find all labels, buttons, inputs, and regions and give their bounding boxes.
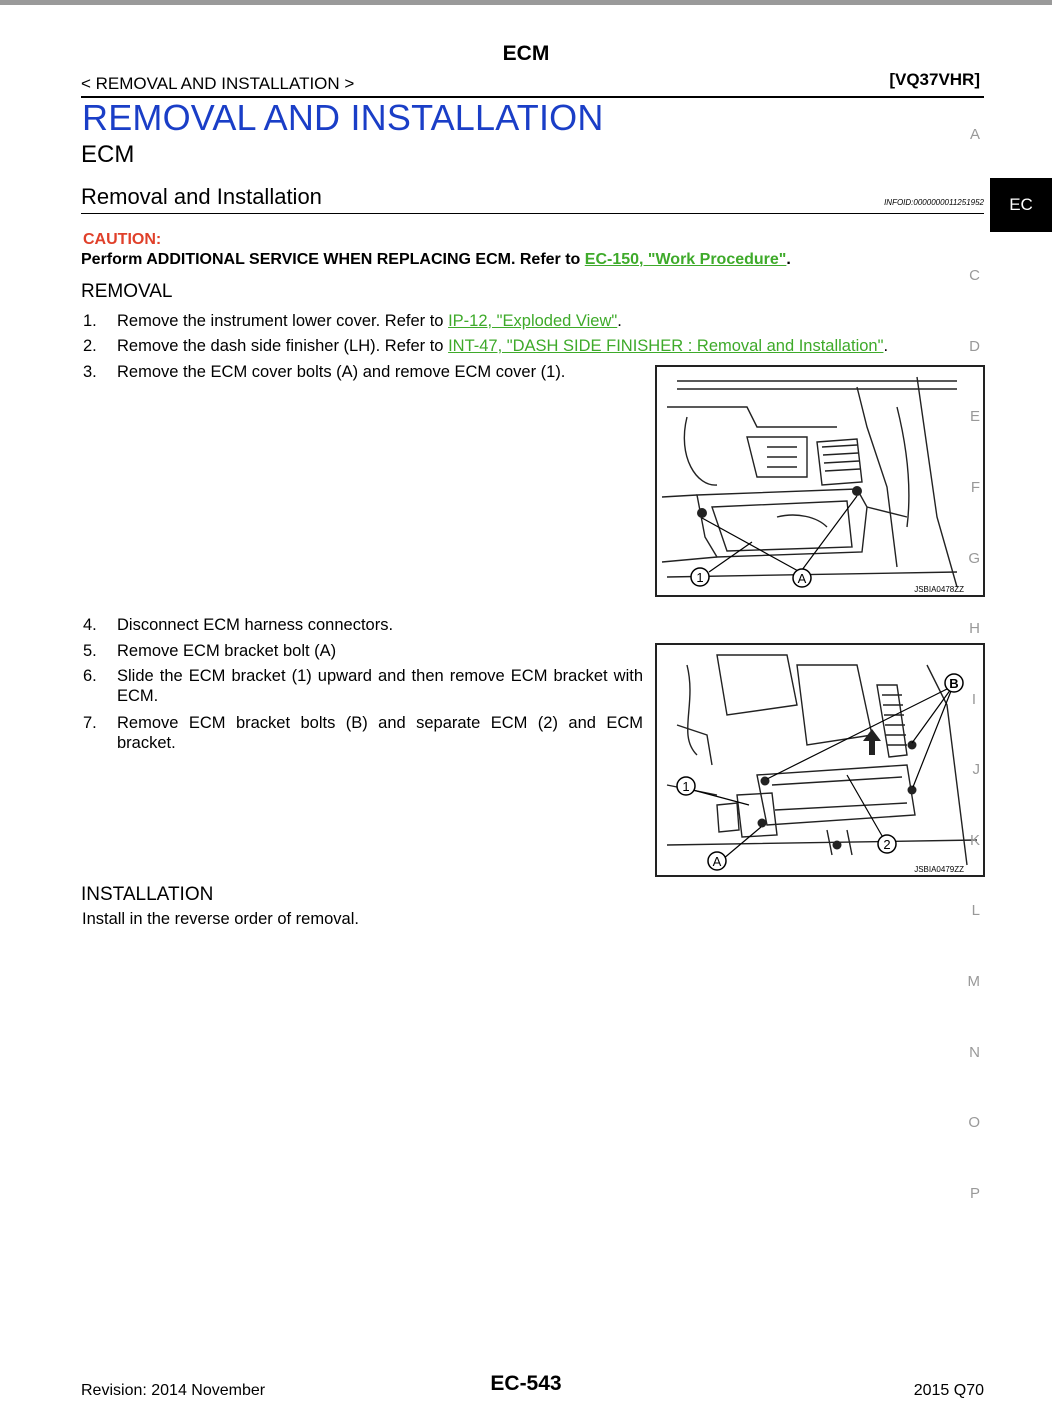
page-title: REMOVAL AND INSTALLATION (82, 97, 604, 138)
caution-end: . (786, 251, 791, 268)
step-number: 1. (83, 312, 97, 330)
step-text: Disconnect ECM harness connectors. (117, 616, 394, 634)
step-4 (83, 615, 393, 635)
callout-1: 1 (696, 570, 704, 585)
ecm-cover-illustration (657, 367, 983, 595)
removal-heading: REMOVAL (81, 281, 173, 302)
side-tab-ec[interactable]: EC (990, 178, 1052, 232)
side-tab-p[interactable]: P (969, 1185, 980, 1202)
side-tab-i[interactable]: I (971, 691, 976, 708)
callout-b: B (949, 676, 959, 691)
bolt-b-3 (908, 741, 917, 750)
step-number: 4. (83, 616, 97, 634)
step-number: 6. (83, 667, 97, 685)
step-number: 2. (83, 337, 97, 355)
subsection-title: Removal and Installation (81, 184, 322, 209)
side-tab-k[interactable]: K (969, 832, 980, 849)
figure-ecm-cover (655, 365, 985, 597)
step-text: Remove the ECM cover bolts (A) and remove ECM cover (1). (117, 363, 566, 381)
side-tab-f[interactable]: F (970, 479, 980, 496)
top-bar (0, 0, 1052, 5)
installation-text: Install in the reverse order of removal. (82, 910, 359, 928)
revision-date: Revision: 2014 November (81, 1382, 266, 1399)
callout-a: A (797, 571, 807, 586)
component-title: ECM (81, 141, 135, 168)
subsection-divider (81, 213, 984, 214)
bolt-b-4 (833, 841, 842, 850)
caution-link[interactable]: EC-150, "Work Procedure" (584, 251, 787, 268)
side-tab-o[interactable]: O (968, 1114, 980, 1131)
step-text: Remove the instrument lower cover. Refer to (117, 312, 449, 330)
side-tab-e[interactable]: E (969, 408, 980, 425)
bolt-a-left (697, 508, 707, 518)
step-number: 3. (83, 363, 97, 381)
side-tab-l[interactable]: L (971, 902, 980, 919)
step-end: . (883, 337, 889, 355)
installation-heading: INSTALLATION (81, 884, 214, 905)
step-end: . (617, 312, 622, 330)
step-6 (83, 666, 643, 706)
ecm-bracket-illustration (657, 645, 983, 875)
step-number: 5. (83, 642, 97, 660)
side-tab-d[interactable]: D (969, 338, 980, 355)
step-7 (83, 713, 643, 753)
step-2 (83, 336, 888, 356)
callout-1: 1 (682, 779, 690, 794)
step-1 (83, 311, 622, 331)
model-year: 2015 Q70 (913, 1382, 984, 1399)
side-tab-m[interactable]: M (967, 973, 980, 990)
caution-body: Perform ADDITIONAL SERVICE WHEN REPLACING ECM. Refer to (81, 251, 585, 268)
step-3 (83, 362, 565, 382)
step-1-link[interactable]: IP-12, "Exploded View" (448, 312, 618, 330)
step-5 (83, 641, 336, 661)
step-text: Remove ECM bracket bolts (B) and separate ECM (2) and ECM bracket. (117, 714, 643, 752)
breadcrumb: < REMOVAL AND INSTALLATION > (81, 74, 355, 93)
bolt-b-2 (908, 786, 917, 795)
step-number: 7. (83, 714, 97, 732)
step-text: Slide the ECM bracket (1) upward and then remove ECM bracket with ECM. (117, 667, 643, 705)
caution-label: CAUTION: (83, 231, 162, 248)
figure-code: JSBIA0479ZZ (914, 865, 964, 874)
callout-2: 2 (883, 837, 891, 852)
bolt-a-right (852, 486, 862, 496)
section-header: ECM (502, 42, 550, 65)
engine-code: [VQ37VHR] (889, 70, 980, 89)
figure-ecm-bracket (655, 643, 985, 877)
info-id: INFOID:0000000011251952 (884, 198, 984, 207)
callout-a: A (712, 854, 722, 869)
step-text: Remove the dash side finisher (LH). Refer to (117, 337, 449, 355)
side-tab-h[interactable]: H (969, 620, 980, 637)
bolt-a (758, 819, 767, 828)
step-2-link[interactable]: INT-47, "DASH SIDE FINISHER : Removal and Installation" (448, 337, 884, 355)
figure-code: JSBIA0478ZZ (914, 585, 964, 594)
side-tab-a[interactable]: A (969, 126, 980, 143)
up-arrow-icon (863, 729, 881, 755)
caution-text (81, 251, 791, 269)
page-number: EC-543 (490, 1372, 562, 1395)
step-text: Remove ECM bracket bolt (A) (117, 642, 337, 660)
side-tab-c[interactable]: C (969, 267, 980, 284)
side-tab-j[interactable]: J (972, 761, 980, 778)
side-tab-g[interactable]: G (968, 550, 980, 567)
side-tab-n[interactable]: N (969, 1044, 980, 1061)
